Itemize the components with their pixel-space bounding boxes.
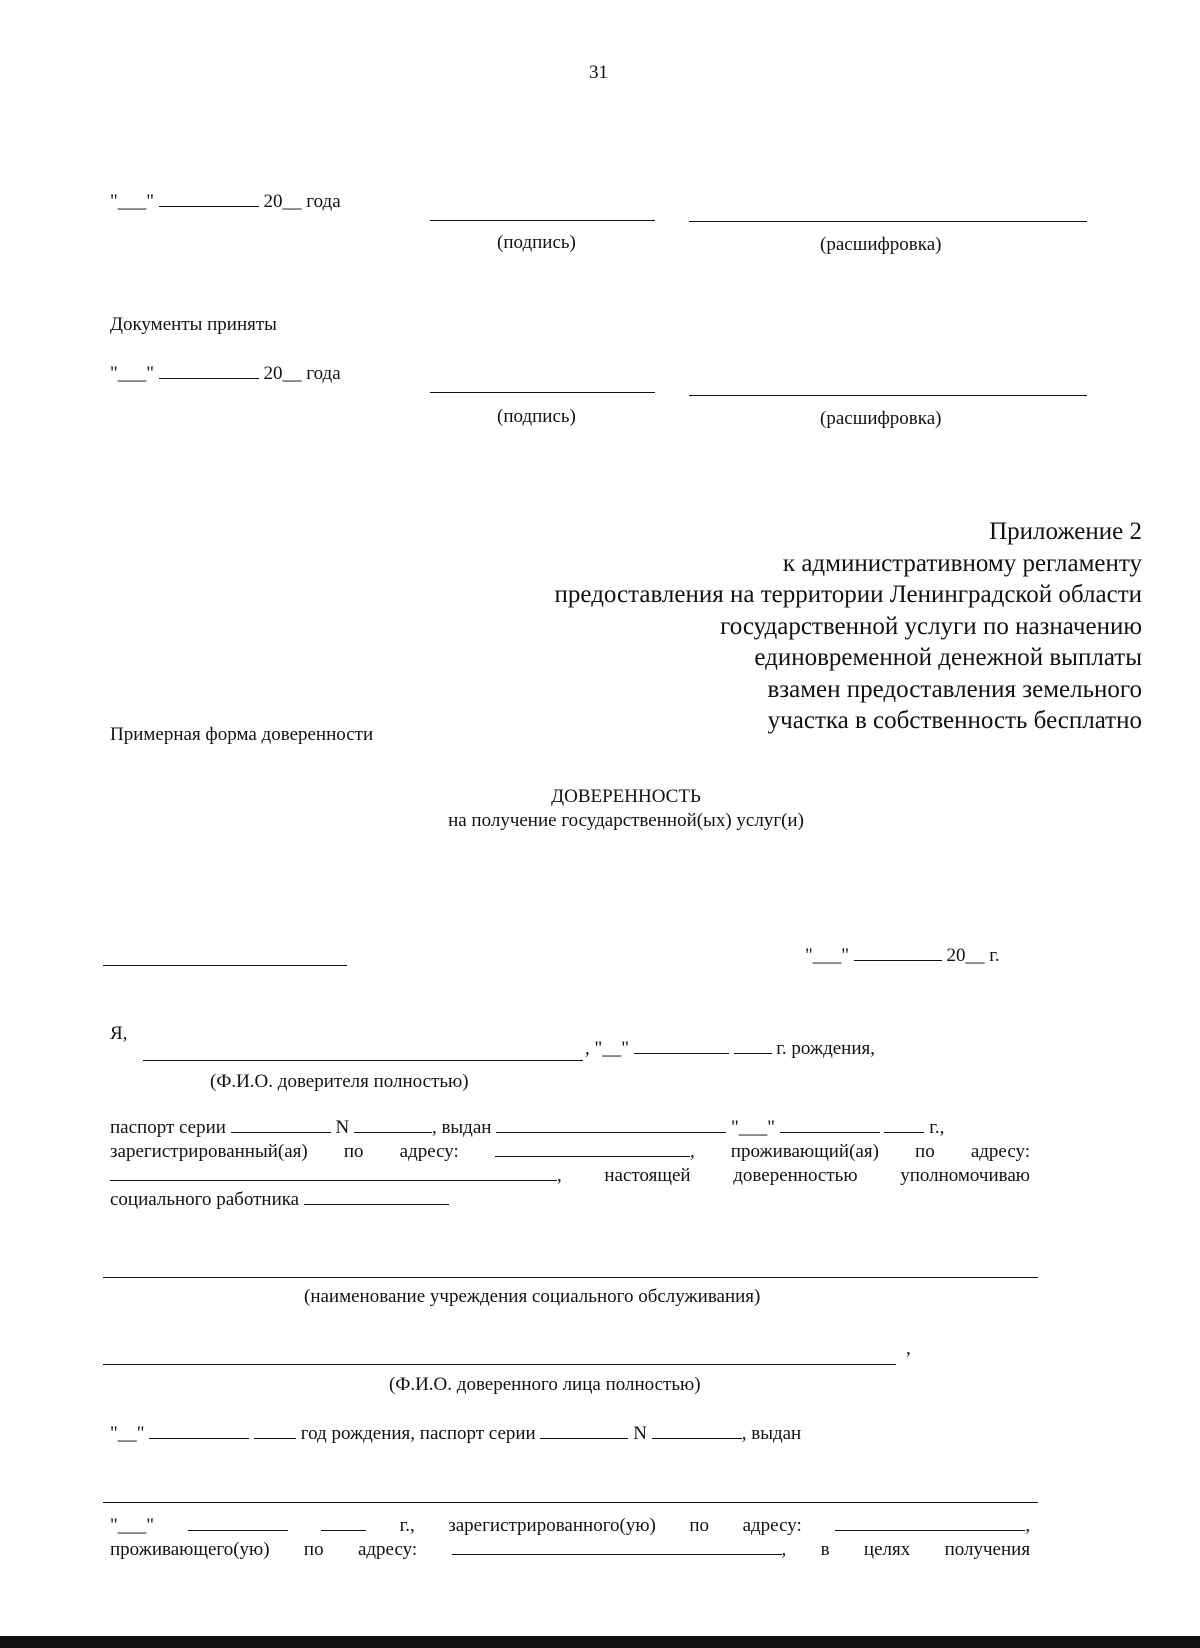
registered-address-blank (495, 1138, 690, 1157)
appendix-line: участка в собственность бесплатно (767, 707, 1142, 734)
signature-line-2 (430, 392, 655, 393)
document-date-month-blank (854, 942, 942, 961)
trustee-po-label-2: по (303, 1539, 324, 1560)
trustee-residing-comma: , (781, 1539, 787, 1560)
passport-number-blank (354, 1114, 432, 1133)
trustee-residing-label: проживающего(ую) (110, 1539, 270, 1560)
principal-birth-month-blank (634, 1035, 729, 1054)
date-field-1 (110, 188, 341, 213)
passport-g-label: г., (929, 1117, 945, 1138)
po-label-2: по (915, 1141, 935, 1162)
trustee-birth-month-blank (149, 1420, 249, 1439)
document-subtitle: на получение государственной(ых) услуг(и) (448, 810, 804, 831)
appendix-line: Приложение 2 (989, 518, 1142, 545)
trustee-passport-number-blank (652, 1420, 742, 1439)
trustee-birth-text: год рождения, паспорт серии (300, 1423, 536, 1444)
decoding-line-1 (689, 221, 1087, 222)
decoding-caption-2: (расшифровка) (820, 408, 942, 429)
trustee-reg-quote: "___" (110, 1515, 155, 1536)
appendix-line: единовременной денежной выплаты (754, 644, 1142, 671)
trustee-name-line (103, 1364, 896, 1365)
principal-name-line (143, 1060, 583, 1061)
trustee-registered-address-blank (835, 1512, 1025, 1531)
appendix-line: государственной услуги по назначению (720, 612, 1142, 640)
document-date (805, 942, 1000, 967)
principal-birth (585, 1035, 875, 1060)
trustee-birth-year-blank (254, 1420, 296, 1439)
trustee-caption: (Ф.И.О. доверенного лица полностью) (389, 1374, 701, 1395)
authorize-word-2: доверенностью (733, 1165, 858, 1186)
decoding-line-2 (689, 395, 1087, 396)
passport-line-4 (110, 1186, 449, 1211)
month-blank-2 (159, 360, 259, 379)
trustee-reg-line-2 (110, 1536, 1030, 1561)
trustee-reg-line-1 (110, 1512, 1030, 1537)
decoding-caption-1: (расшифровка) (820, 234, 942, 255)
trustee-issued-label: , выдан (741, 1423, 802, 1444)
trustee-birth-line (110, 1420, 801, 1445)
document-title: ДОВЕРЕННОСТЬ (551, 786, 701, 807)
ya-label: Я, (110, 1023, 128, 1044)
year-text-1: 20__ года (263, 191, 341, 212)
social-worker-label: социального работника (110, 1189, 300, 1210)
year-text-2: 20__ года (263, 363, 341, 384)
passport-date-quote: "___" (730, 1117, 775, 1138)
po-label: по (343, 1141, 364, 1162)
institution-line (103, 1277, 1038, 1278)
social-worker-blank (304, 1186, 449, 1205)
trustee-address-label-2: адресу: (357, 1539, 418, 1560)
passport-date-year-blank (884, 1114, 924, 1133)
passport-series-label: паспорт серии (110, 1117, 226, 1138)
principal-birth-year-blank (734, 1035, 772, 1054)
document-date-year: 20__ г. (946, 945, 1000, 966)
trustee-birth-quote: "__" (110, 1423, 145, 1444)
sample-form-label: Примерная форма доверенности (110, 724, 374, 745)
trustee-v-label: в (820, 1539, 830, 1560)
passport-series-blank (231, 1114, 331, 1133)
signature-caption-2: (подпись) (497, 406, 576, 427)
passport-line-3 (110, 1162, 1030, 1187)
appendix-line: взамен предоставления земельного (767, 675, 1142, 703)
signature-line-1 (430, 220, 655, 221)
principal-birth-day: , "__" (585, 1038, 630, 1059)
date-day-2: "___" (110, 363, 155, 384)
address-label-2: адресу: (970, 1141, 1031, 1162)
passport-n-label: N (335, 1117, 350, 1138)
authorize-comma: , (557, 1165, 562, 1186)
passport-issued-label: , выдан (431, 1117, 492, 1138)
date-field-2 (110, 360, 341, 385)
passport-line-1 (110, 1114, 944, 1139)
date-day-1: "___" (110, 191, 155, 212)
trustee-reg-g: г., (399, 1515, 415, 1536)
place-line (103, 965, 347, 966)
trustee-purpose-label: целях (863, 1539, 911, 1560)
principal-birth-label: г. рождения, (776, 1038, 875, 1059)
trustee-passport-series-blank (540, 1420, 628, 1439)
trustee-receipt-label: получения (944, 1539, 1031, 1560)
authorize-word-1: настоящей (604, 1165, 691, 1186)
residing-address-blank (110, 1162, 557, 1181)
institution-caption: (наименование учреждения социального обслуживания) (304, 1286, 761, 1307)
scan-bottom-edge (0, 1636, 1200, 1648)
trustee-n-label: N (633, 1423, 647, 1444)
principal-caption: (Ф.И.О. доверителя полностью) (210, 1071, 469, 1092)
trustee-residing-address-blank (452, 1536, 782, 1555)
appendix-header (555, 516, 1142, 737)
authorize-word-3: уполномочиваю (900, 1165, 1030, 1186)
appendix-line: предоставления на территории Ленинградской области (554, 581, 1142, 608)
trustee-reg-year-blank (321, 1512, 366, 1531)
appendix-line: к административному регламенту (782, 549, 1142, 577)
signature-caption-1: (подпись) (497, 232, 576, 253)
passport-issuer-blank (496, 1114, 726, 1133)
passport-line-2 (110, 1138, 1030, 1163)
docs-accepted-label: Документы приняты (110, 314, 277, 335)
trustee-po-label: по (689, 1515, 710, 1536)
passport-date-month-blank (780, 1114, 880, 1133)
trustee-reg-comma: , (1025, 1515, 1031, 1536)
month-blank-1 (159, 188, 259, 207)
trustee-reg-month-blank (188, 1512, 288, 1531)
address-label: адресу: (399, 1141, 459, 1162)
page-number: 31 (589, 62, 608, 83)
trustee-address-label: адресу: (742, 1515, 802, 1536)
document-date-day: "___" (805, 945, 850, 966)
registered-label: зарегистрированный(ая) (110, 1141, 308, 1162)
residing-label: , проживающий(ая) (689, 1141, 879, 1162)
trustee-issuer-line (103, 1502, 1038, 1503)
trustee-registered-label: зарегистрированного(ую) (448, 1515, 656, 1536)
trustee-comma: , (906, 1338, 911, 1359)
